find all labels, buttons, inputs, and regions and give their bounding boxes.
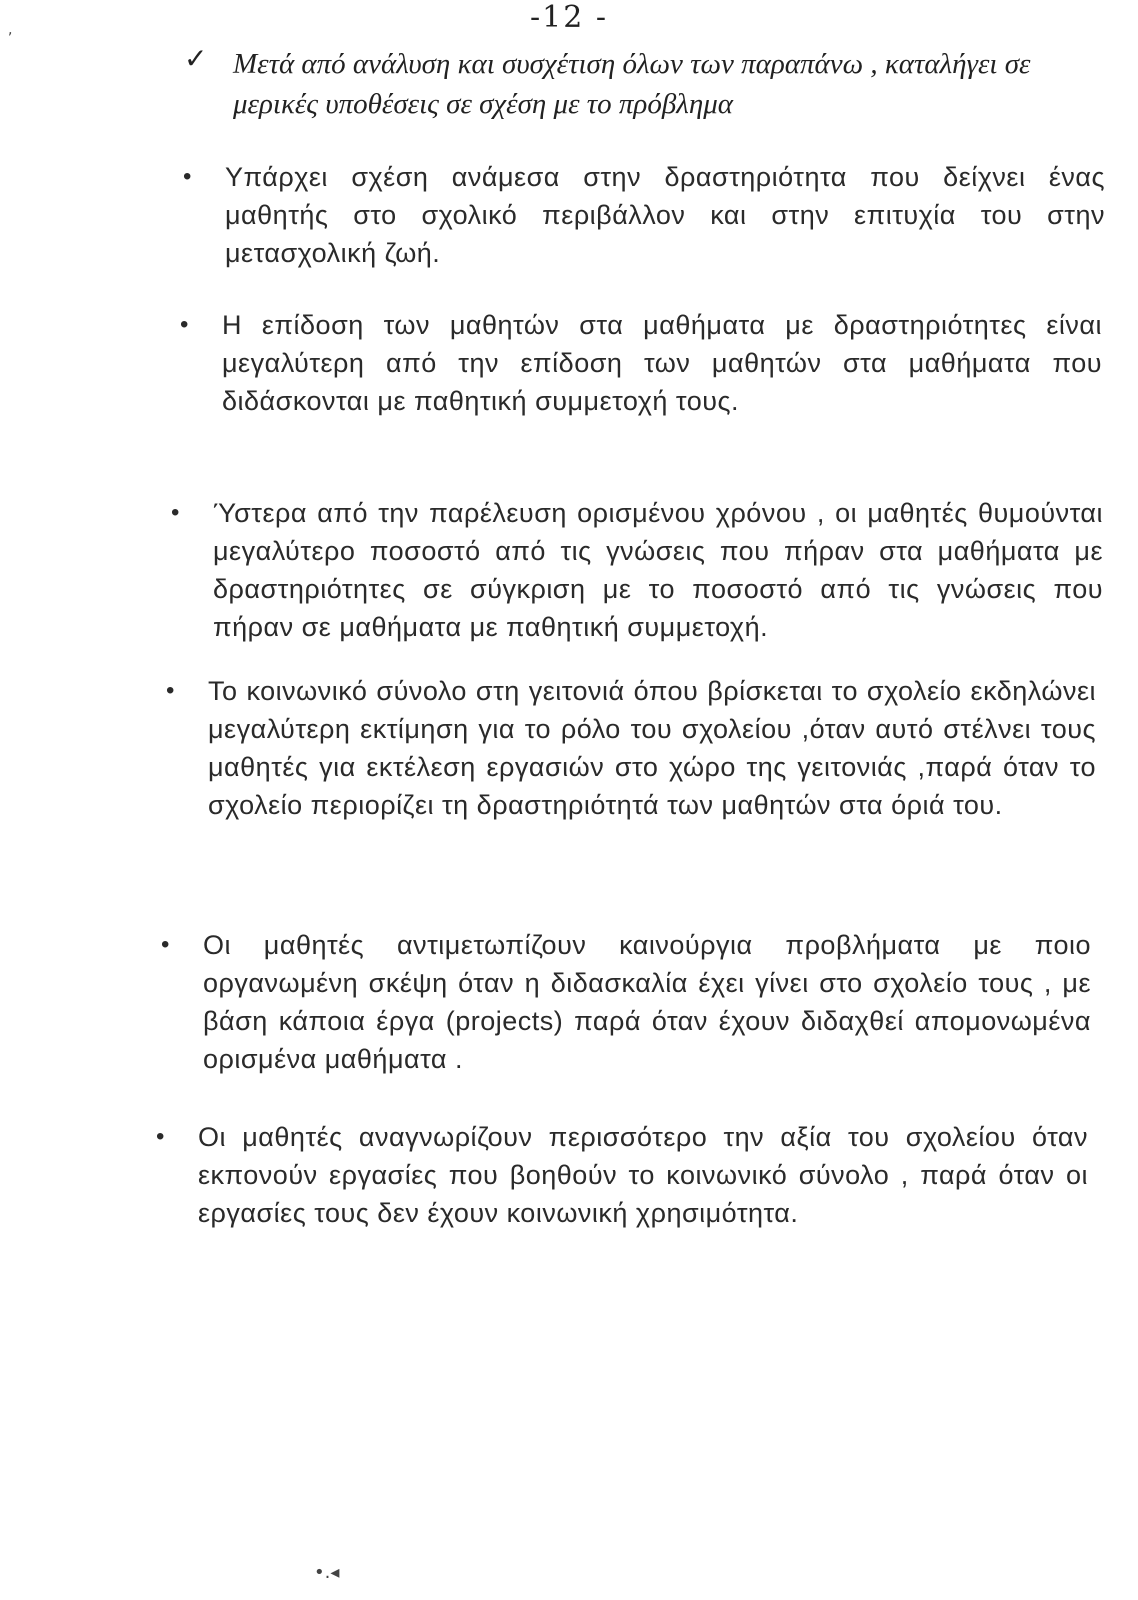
bullet-icon: • — [171, 499, 180, 526]
hypothesis-item-1 — [183, 158, 1105, 272]
scan-speck: , — [8, 22, 13, 38]
hypothesis-text: Οι μαθητές αναγνωρίζουν περισσότερο την αξία του σχολείου όταν εκπονούν εργασίες που βοηθούν το κοινωνικό σύνολο , παρά όταν οι εργασίες τους δεν έχουν κοινωνική χρησιμότητα. — [198, 1122, 1088, 1228]
hypothesis-item-5 — [161, 926, 1091, 1078]
bullet-icon: • — [166, 677, 175, 704]
checkmark-icon: ✓ — [184, 44, 208, 75]
hypothesis-text: Ύστερα από την παρέλευση ορισμένου χρόνου , οι μαθητές θυμούνται μεγαλύτερο ποσοστό από τις γνώσεις που πήραν στα μαθήματα με δραστηριότητες σε σύγκριση με το ποσοστό από τις γνώσεις που πήραν σε μαθήματα με παθητική συμμετοχή. — [213, 498, 1103, 642]
bullet-icon: • — [183, 163, 192, 190]
hypothesis-item-4 — [166, 672, 1096, 824]
bullet-icon: • — [161, 931, 170, 958]
hypothesis-item-6 — [156, 1118, 1088, 1232]
hypothesis-text: Οι μαθητές αντιμετωπίζουν καινούργια προβλήματα με ποιο οργανωμένη σκέψη όταν η διδασκαλία έχει γίνει στο σχολείο τους , με βάση κάποια έργα (projects) παρά όταν έχουν διδαχθεί απομονωμένα ορισμένα μαθήματα . — [203, 930, 1091, 1074]
intro-paragraph — [184, 44, 1118, 124]
hypothesis-text: Υπάρχει σχέση ανάμεσα στην δραστηριότητα που δείχνει ένας μαθητής στο σχολικό περιβάλλον και στην επιτυχία του στην μετασχολική ζωή. — [225, 162, 1105, 268]
hypothesis-item-3 — [171, 494, 1103, 646]
hypothesis-text: Το κοινωνικό σύνολο στη γειτονιά όπου βρίσκεται το σχολείο εκδηλώνει μεγαλύτερη εκτίμηση για το ρόλο του σχολείου ,όταν αυτό στέλνει τους μαθητές για εκτέλεση εργασιών στο χώρο της γειτονιάς ,παρά όταν το σχολείο περιορίζει τη δραστηριότητά των μαθητών στα όριά του. — [208, 676, 1096, 820]
scan-speck: •.◂ — [314, 1562, 340, 1583]
hypothesis-text: Η επίδοση των μαθητών στα μαθήματα με δραστηριότητες είναι μεγαλύτερη από την επίδοση των μαθητών στα μαθήματα που διδάσκονται με παθητική συμμετοχή τους. — [222, 310, 1102, 416]
intro-text: Μετά από ανάλυση και συσχέτιση όλων των παραπάνω , καταλήγει σε μερικές υποθέσεις σε σχέση με το πρόβλημα — [233, 48, 1031, 120]
bullet-icon: • — [180, 311, 189, 338]
hypothesis-item-2 — [180, 306, 1102, 420]
bullet-icon: • — [156, 1123, 165, 1150]
page-number: -12 - — [530, 0, 608, 35]
